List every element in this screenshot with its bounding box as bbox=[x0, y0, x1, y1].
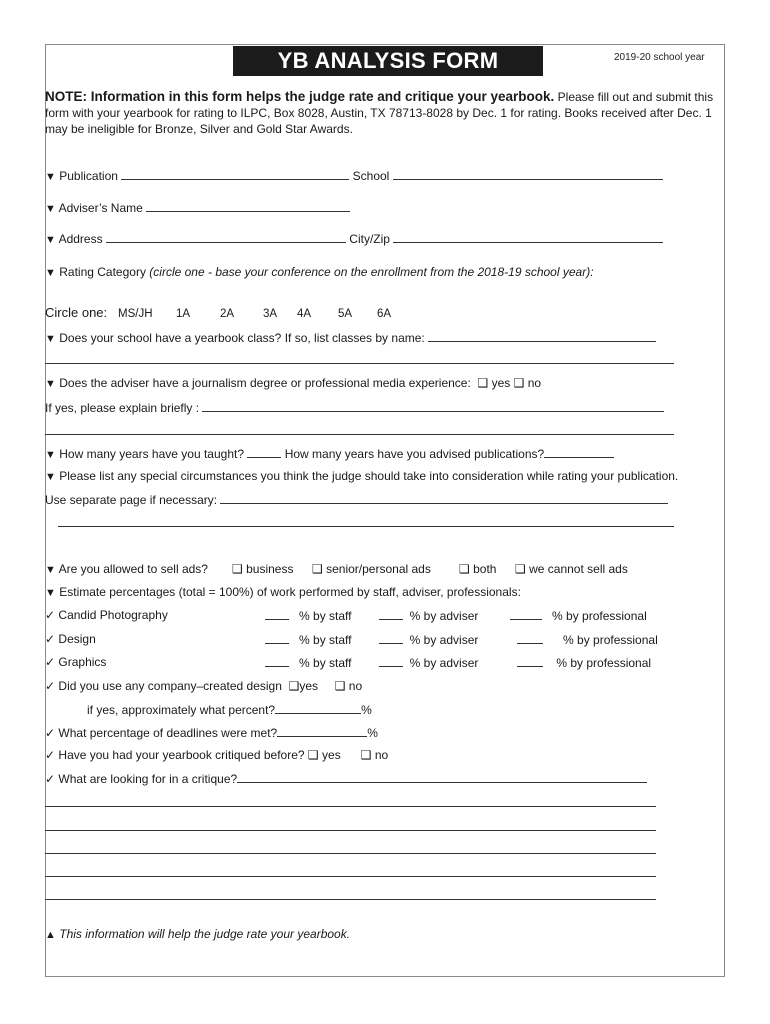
adviser-name-label: Adviser’s Name bbox=[58, 201, 143, 215]
school-label: School bbox=[352, 169, 390, 183]
footer-row bbox=[45, 927, 350, 942]
ads-none-label: we cannot sell ads bbox=[529, 562, 628, 576]
staff-label: % by staff bbox=[299, 609, 352, 623]
deadlines-label: What percentage of deadlines were met? bbox=[58, 726, 278, 740]
approx-percent-field[interactable] bbox=[275, 702, 361, 714]
down-triangle-icon: ▼ bbox=[45, 234, 56, 246]
checkbox-icon[interactable]: ❑ bbox=[232, 562, 243, 576]
explain-label: If yes, please explain briefly : bbox=[45, 401, 200, 415]
down-triangle-icon: ▼ bbox=[45, 171, 56, 183]
years-row bbox=[45, 446, 614, 462]
publication-field[interactable] bbox=[121, 168, 349, 180]
school-field[interactable] bbox=[393, 168, 663, 180]
category-6a[interactable]: 6A bbox=[377, 308, 392, 320]
adviser-row bbox=[45, 200, 350, 216]
critique-line-3[interactable] bbox=[45, 830, 656, 831]
approx-percent-row bbox=[87, 702, 372, 717]
ads-business-label: business bbox=[246, 562, 294, 576]
rating-category-label: Rating Category bbox=[59, 265, 146, 279]
yearbook-class-row bbox=[45, 330, 656, 346]
adviser-label: % by adviser bbox=[409, 633, 479, 647]
graphics-label bbox=[45, 655, 106, 669]
special-label: Please list any special circumstances you think the judge should take into consideration while rating your publication. bbox=[59, 469, 679, 483]
percent-sign: % bbox=[361, 703, 372, 717]
checkmark-icon: ✓ bbox=[45, 655, 56, 669]
circle-one-label: Circle one: bbox=[45, 305, 108, 320]
journalism-row bbox=[45, 376, 541, 391]
down-triangle-icon: ▼ bbox=[45, 203, 56, 215]
category-2a[interactable]: 2A bbox=[220, 308, 235, 320]
design-text: Design bbox=[58, 632, 96, 646]
checkmark-icon: ✓ bbox=[45, 632, 56, 646]
critique-line-5[interactable] bbox=[45, 876, 656, 877]
critique-line-2[interactable] bbox=[45, 806, 656, 807]
adviser-label: % by adviser bbox=[409, 609, 479, 623]
checkbox-icon[interactable]: ❑ bbox=[459, 562, 470, 576]
ads-senior-option[interactable] bbox=[312, 562, 431, 576]
journalism-yes: yes bbox=[491, 376, 511, 390]
special-field[interactable] bbox=[220, 492, 668, 504]
graphics-text: Graphics bbox=[58, 655, 107, 669]
checkbox-icon[interactable]: ❑ bbox=[312, 562, 323, 576]
checkbox-icon[interactable]: ❑ bbox=[288, 679, 300, 693]
looking-for-row bbox=[45, 771, 647, 786]
professional-label: % by professional bbox=[563, 633, 658, 647]
graphics-professional[interactable] bbox=[517, 655, 651, 670]
candid-text: Candid Photography bbox=[58, 608, 168, 622]
yearbook-class-label: Does your school have a yearbook class? If so, list classes by name: bbox=[59, 331, 425, 345]
checkbox-icon[interactable]: ❑ bbox=[307, 748, 319, 762]
company-yes: yes bbox=[299, 679, 319, 693]
critiqued-row bbox=[45, 748, 388, 762]
category-ms-jh[interactable]: MS/JH bbox=[118, 308, 153, 320]
checkmark-icon: ✓ bbox=[45, 726, 56, 740]
special-row bbox=[45, 469, 678, 484]
address-field[interactable] bbox=[106, 231, 346, 243]
checkbox-icon[interactable]: ❑ bbox=[513, 376, 525, 390]
checkmark-icon: ✓ bbox=[45, 772, 56, 786]
checkmark-icon: ✓ bbox=[45, 748, 56, 762]
note-lead: NOTE: Information in this form helps the judge rate and critique your yearbook. bbox=[45, 89, 555, 104]
category-1a[interactable]: 1A bbox=[176, 308, 191, 320]
company-design-label: Did you use any company–created design bbox=[58, 679, 282, 693]
note-body: Please fill out and submit this form with your yearbook for rating to ILPC, Box 8028, Austin, TX 78713-8028 by Dec. 1 for rating. Books received after Dec. 1 may be ineligible for Bronze, Silver and Gold Star Awards. bbox=[45, 90, 714, 136]
critiqued-no: no bbox=[374, 748, 389, 762]
yearbook-class-field[interactable] bbox=[428, 330, 656, 342]
form-title: YB ANALYSIS FORM bbox=[233, 46, 543, 76]
city-zip-field[interactable] bbox=[393, 231, 663, 243]
publication-label: Publication bbox=[59, 169, 118, 183]
category-5a[interactable]: 5A bbox=[338, 308, 353, 320]
years-advised-label: How many years have you advised publications? bbox=[284, 447, 545, 461]
city-zip-label: City/Zip bbox=[349, 232, 390, 246]
estimate-row bbox=[45, 585, 521, 600]
special-line-2[interactable] bbox=[58, 526, 674, 527]
down-triangle-icon: ▼ bbox=[45, 587, 56, 599]
critique-line-6[interactable] bbox=[45, 899, 656, 900]
design-label bbox=[45, 632, 96, 646]
ads-business-option[interactable] bbox=[232, 562, 293, 576]
design-professional[interactable] bbox=[517, 632, 658, 647]
checkmark-icon: ✓ bbox=[45, 679, 56, 693]
critiqued-yes: yes bbox=[322, 748, 341, 762]
years-taught-field[interactable] bbox=[247, 446, 281, 458]
checkbox-icon[interactable]: ❑ bbox=[515, 562, 526, 576]
professional-label: % by professional bbox=[552, 609, 647, 623]
up-triangle-icon: ▲ bbox=[45, 929, 56, 941]
ads-senior-label: senior/personal ads bbox=[326, 562, 431, 576]
candid-label bbox=[45, 608, 168, 622]
staff-label: % by staff bbox=[299, 656, 352, 670]
approx-percent-label: if yes, approximately what percent? bbox=[87, 703, 276, 717]
journalism-label: Does the adviser have a journalism degree or professional media experience: bbox=[59, 376, 471, 390]
rating-category-note: (circle one - base your conference on the enrollment from the 2018-19 school year): bbox=[149, 265, 594, 279]
company-no: no bbox=[348, 679, 363, 693]
ads-both-option[interactable] bbox=[459, 562, 496, 576]
ads-label: Are you allowed to sell ads? bbox=[58, 562, 208, 576]
category-4a[interactable]: 4A bbox=[297, 308, 312, 320]
yearbook-class-line-2[interactable] bbox=[45, 363, 674, 364]
design-staff[interactable] bbox=[265, 632, 352, 647]
address-label: Address bbox=[58, 232, 103, 246]
down-triangle-icon: ▼ bbox=[45, 449, 56, 461]
checkbox-icon[interactable]: ❑ bbox=[360, 748, 372, 762]
down-triangle-icon: ▼ bbox=[45, 267, 56, 279]
adviser-label: % by adviser bbox=[409, 656, 479, 670]
journalism-no: no bbox=[527, 376, 542, 390]
ads-both-label: both bbox=[473, 562, 497, 576]
estimate-label: Estimate percentages (total = 100%) of work performed by staff, adviser, professionals: bbox=[59, 585, 521, 599]
critique-line-4[interactable] bbox=[45, 853, 656, 854]
adviser-name-field[interactable] bbox=[146, 200, 350, 212]
explain-row bbox=[45, 400, 664, 415]
down-triangle-icon: ▼ bbox=[45, 564, 56, 576]
checkbox-icon[interactable]: ❑ bbox=[477, 376, 489, 390]
footer-text: This information will help the judge rate your yearbook. bbox=[59, 927, 351, 941]
address-row bbox=[45, 231, 663, 247]
school-year: 2019-20 school year bbox=[614, 52, 705, 63]
candid-adviser[interactable] bbox=[379, 608, 478, 623]
checkmark-icon: ✓ bbox=[45, 608, 56, 622]
graphics-adviser[interactable] bbox=[379, 655, 478, 670]
explain-field[interactable] bbox=[202, 400, 664, 412]
graphics-staff[interactable] bbox=[265, 655, 352, 670]
years-advised-field[interactable] bbox=[544, 446, 614, 458]
down-triangle-icon: ▼ bbox=[45, 471, 56, 483]
company-design-row bbox=[45, 679, 362, 693]
ads-none-option[interactable] bbox=[515, 562, 628, 576]
ads-row bbox=[45, 562, 208, 577]
years-taught-label: How many years have you taught? bbox=[59, 447, 245, 461]
separate-page-label: Use separate page if necessary: bbox=[45, 493, 218, 507]
category-3a[interactable]: 3A bbox=[263, 308, 278, 320]
looking-for-label: What are looking for in a critique? bbox=[58, 772, 238, 786]
explain-line-2[interactable] bbox=[45, 434, 674, 435]
down-triangle-icon: ▼ bbox=[45, 378, 56, 390]
down-triangle-icon: ▼ bbox=[45, 333, 56, 345]
deadlines-field[interactable] bbox=[277, 725, 367, 737]
looking-for-field[interactable] bbox=[237, 771, 647, 783]
staff-label: % by staff bbox=[299, 633, 352, 647]
candid-staff[interactable] bbox=[265, 608, 352, 623]
percent-sign: % bbox=[367, 726, 378, 740]
note-paragraph bbox=[45, 89, 720, 137]
professional-label: % by professional bbox=[556, 656, 652, 670]
critiqued-label: Have you had your yearbook critiqued before? bbox=[58, 748, 305, 762]
design-adviser[interactable] bbox=[379, 632, 478, 647]
rating-category-row bbox=[45, 265, 594, 280]
separate-page-row bbox=[45, 492, 668, 507]
candid-professional[interactable] bbox=[510, 608, 647, 623]
publication-row bbox=[45, 168, 663, 184]
checkbox-icon[interactable]: ❑ bbox=[334, 679, 346, 693]
deadlines-row bbox=[45, 725, 378, 740]
